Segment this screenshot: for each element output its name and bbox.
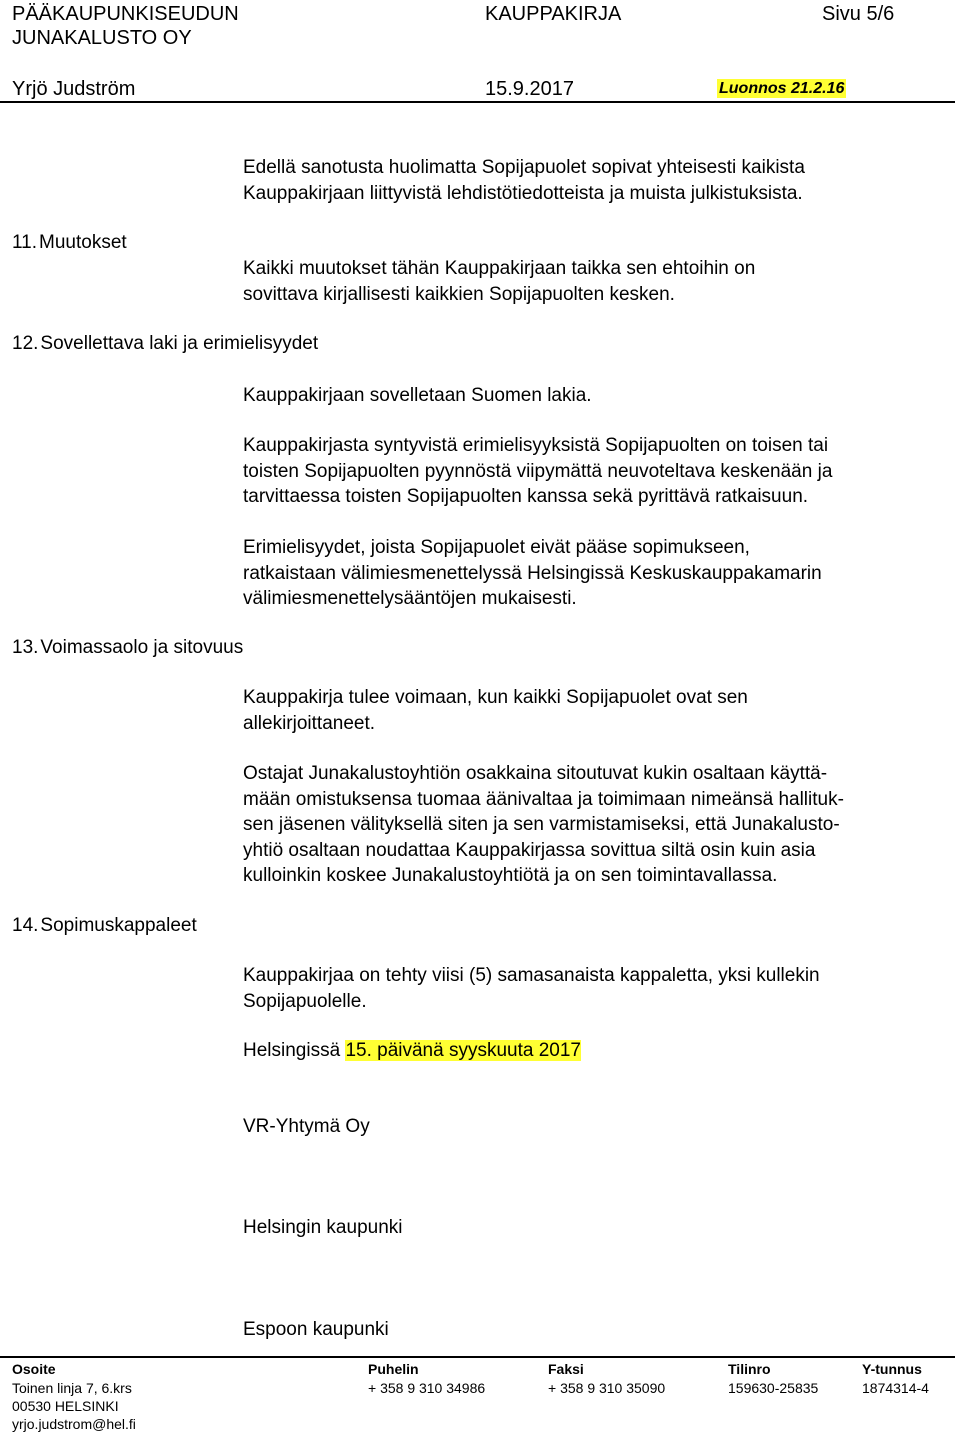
footer-account-label: Tilinro bbox=[728, 1361, 771, 1377]
place-and-date bbox=[243, 1038, 581, 1064]
header-rule bbox=[0, 101, 955, 103]
section-12-paragraph-1 bbox=[243, 383, 592, 409]
signatory-helsingin-kaupunki: Helsingin kaupunki bbox=[243, 1217, 403, 1238]
text-line: sen jäsenen välityksellä siten ja sen varmistamiseksi, että Junakalusto- bbox=[243, 814, 840, 835]
section-12-paragraph-3 bbox=[243, 535, 822, 612]
footer-rule bbox=[0, 1356, 955, 1358]
text-line: Kauppakirjaan liittyvistä lehdistötiedotteista ja muista julkistuksista. bbox=[243, 182, 803, 204]
signatory-vr-yhtyma: VR-Yhtymä Oy bbox=[243, 1116, 370, 1137]
section-title: Muutokset bbox=[39, 232, 127, 253]
text-line: toisten Sopijapuolten pyynnöstä viipymättä neuvoteltava keskenään ja bbox=[243, 460, 833, 482]
section-number: 12. bbox=[12, 333, 39, 354]
text-line: Erimielisyydet, joista Sopijapuolet eivät pääse sopimukseen, bbox=[243, 537, 750, 558]
text-line: Kauppakirjaa on tehty viisi (5) samasanaista kappaletta, yksi kullekin bbox=[243, 965, 820, 986]
section-heading-13 bbox=[12, 636, 243, 660]
text-line: Kauppakirja tulee voimaan, kun kaikki Sopijapuolet ovat sen bbox=[243, 687, 748, 708]
intro-paragraph bbox=[243, 155, 805, 206]
text-line: Kaikki muutokset tähän Kauppakirjaan taikka sen ehtoihin on bbox=[243, 258, 756, 279]
signatory-espoon-kaupunki: Espoon kaupunki bbox=[243, 1319, 389, 1340]
footer-email: yrjo.judstrom@hel.fi bbox=[12, 1416, 136, 1432]
text-line: Edellä sanotusta huolimatta Sopijapuolet sopivat yhteisesti kaikista bbox=[243, 157, 805, 178]
footer-address-label: Osoite bbox=[12, 1361, 56, 1377]
header-author: Yrjö Judström bbox=[12, 78, 136, 100]
footer-business-id-label: Y-tunnus bbox=[862, 1361, 922, 1377]
text-line: Kauppakirjaan sovelletaan Suomen lakia. bbox=[243, 385, 592, 406]
footer-address-line2: 00530 HELSINKI bbox=[12, 1398, 119, 1414]
footer-phone: + 358 9 310 34986 bbox=[368, 1380, 486, 1396]
header-date: 15.9.2017 bbox=[485, 78, 574, 100]
section-number: 11. bbox=[12, 232, 38, 253]
text-line: mään omistuksensa tuomaa äänivaltaa ja toimimaan nimeänsä hallituk- bbox=[243, 788, 844, 810]
section-number: 14. bbox=[12, 915, 39, 936]
section-12-paragraph-2 bbox=[243, 433, 832, 510]
section-14-paragraph-1 bbox=[243, 963, 820, 1014]
footer-business-id: 1874314-4 bbox=[862, 1380, 929, 1396]
footer-address-line1: Toinen linja 7, 6.krs bbox=[12, 1380, 132, 1396]
text-line: Kauppakirjasta syntyvistä erimielisyyksistä Sopijapuolten on toisen tai bbox=[243, 435, 829, 456]
section-11-paragraph-1 bbox=[243, 256, 755, 307]
text-line: yhtiö osaltaan noudattaa Kauppakirjassa sovittua siltä osin kuin asia bbox=[243, 839, 816, 861]
section-13-paragraph-2 bbox=[243, 761, 844, 889]
highlighted-date: 15. päivänä syyskuuta 2017 bbox=[345, 1040, 581, 1061]
place-prefix: Helsingissä bbox=[243, 1040, 346, 1061]
section-number: 13. bbox=[12, 637, 39, 658]
text-line: Sopijapuolelle. bbox=[243, 990, 367, 1012]
text-line: Ostajat Junakalustoyhtiön osakkaina sitoutuvat kukin osaltaan käyttä- bbox=[243, 763, 828, 784]
section-title: Sopimuskappaleet bbox=[40, 915, 197, 936]
section-heading-14 bbox=[12, 914, 197, 938]
section-heading-11 bbox=[12, 231, 127, 255]
text-line: tarvittaessa toisten Sopijapuolten kanssa sekä pyrittävä ratkaisuun. bbox=[243, 486, 809, 507]
text-line: sovittava kirjallisesti kaikkien Sopijapuolten kesken. bbox=[243, 283, 675, 305]
section-title: Sovellettava laki ja erimielisyydet bbox=[40, 333, 319, 354]
section-heading-12 bbox=[12, 332, 318, 356]
footer-fax-label: Faksi bbox=[548, 1361, 584, 1377]
text-line: kulloinkin koskee Junakalustoyhtiötä ja on sen toimintavallassa. bbox=[243, 865, 778, 886]
footer-phone-label: Puhelin bbox=[368, 1361, 419, 1377]
header-org-line1: PÄÄKAUPUNKISEUDUN bbox=[12, 3, 239, 25]
header-page-number: Sivu 5/6 bbox=[822, 3, 895, 25]
header-doc-title: KAUPPAKIRJA bbox=[485, 3, 622, 25]
header-draft-badge: Luonnos 21.2.16 bbox=[719, 80, 845, 97]
section-title: Voimassaolo ja sitovuus bbox=[40, 637, 244, 658]
text-line: allekirjoittaneet. bbox=[243, 712, 376, 734]
text-line: ratkaistaan välimiesmenettelyssä Helsingissä Keskuskauppakamarin bbox=[243, 562, 822, 584]
text-line: välimiesmenettelysääntöjen mukaisesti. bbox=[243, 588, 577, 609]
footer-account: 159630-25835 bbox=[728, 1380, 819, 1396]
footer-fax: + 358 9 310 35090 bbox=[548, 1380, 666, 1396]
section-13-paragraph-1 bbox=[243, 685, 748, 736]
header-org-line2: JUNAKALUSTO OY bbox=[12, 27, 192, 49]
